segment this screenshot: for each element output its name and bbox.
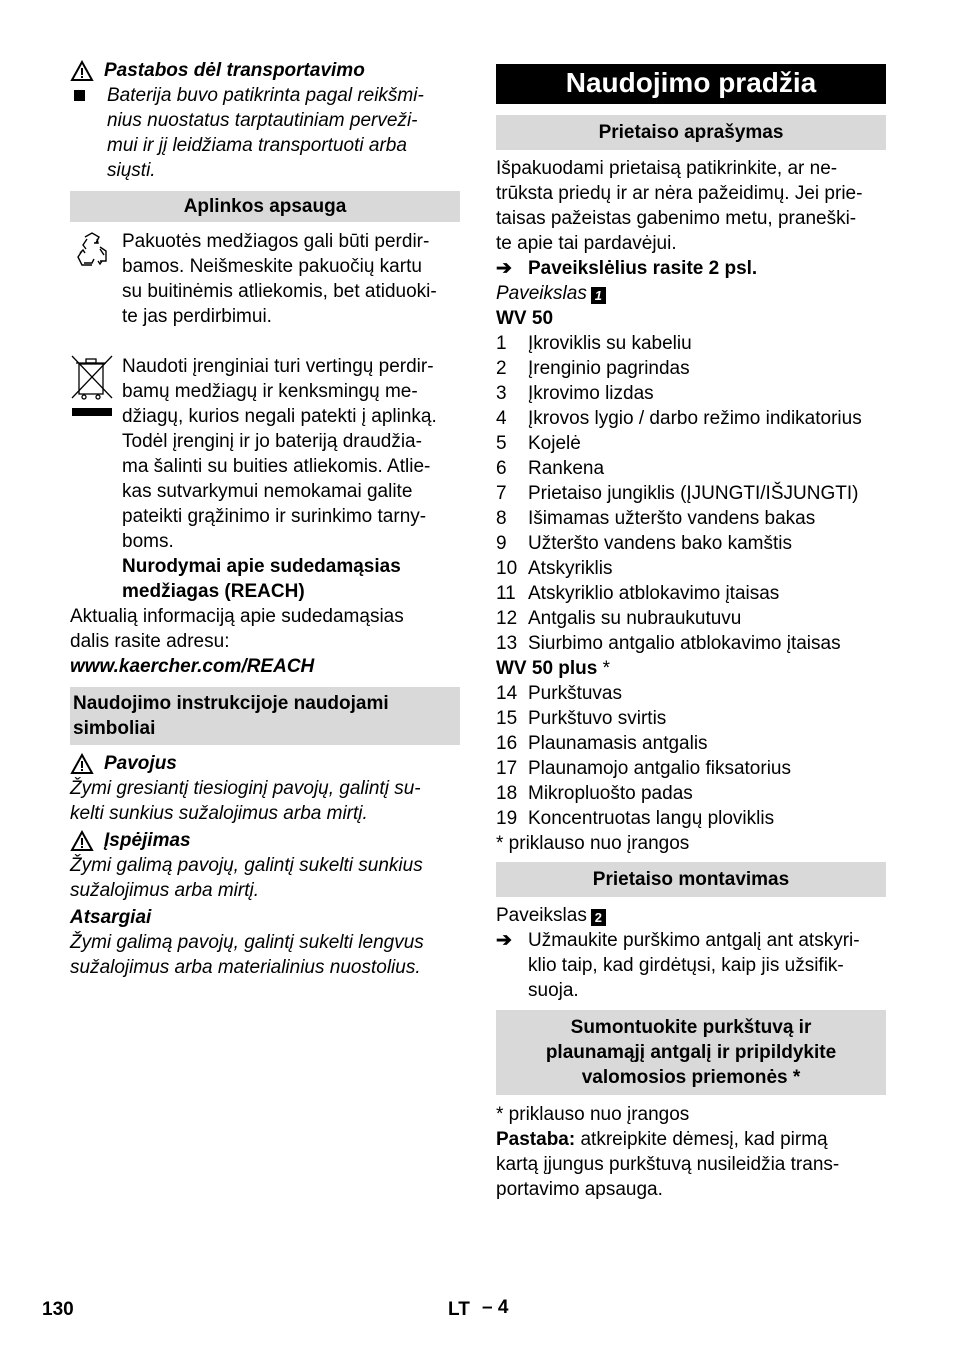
arrow-right-icon: ➔ [496, 930, 512, 951]
assembly-text [528, 928, 860, 1003]
description-text [496, 156, 886, 256]
list-item [496, 381, 886, 406]
text-line: džiagų, kurios negali patekti į aplinką. [122, 406, 437, 427]
model-star: * [597, 658, 611, 679]
language-code: LT [448, 1299, 470, 1320]
symbols-heading [70, 687, 460, 745]
item-number: 3 [496, 383, 507, 404]
item-text: Rankena [528, 458, 605, 479]
model-title: WV 50 plus [496, 658, 598, 679]
note-label: Pastaba: [496, 1129, 576, 1150]
list-item [496, 531, 886, 556]
transport-bullet [70, 83, 460, 183]
item-text: Prietaiso jungiklis (ĮJUNGTI/IŠJUNGTI) [528, 483, 859, 504]
item-text: Įkrovimo lizdas [528, 383, 654, 404]
item-text: Užteršto vandens bako kamštis [528, 533, 793, 554]
transport-note-title [70, 58, 460, 83]
description-heading: Prietaiso aprašymas [496, 115, 886, 150]
item-text: Išimamas užteršto vandens bakas [528, 508, 816, 529]
equipment-note: * priklauso nuo įrangos [496, 1104, 690, 1125]
item-number: 15 [496, 708, 518, 729]
item-number: 8 [496, 508, 507, 529]
warning-text: Žymi galimą pavojų, galintį sukelti sunkius [70, 855, 423, 876]
text-line: kas sutvarkymui nemokamai galite [122, 481, 413, 502]
text-line: pateikti grąžinimo ir surinkimo tarny- [122, 506, 427, 527]
note-text: atkreipkite dėmesį, kad pirmą [575, 1129, 828, 1150]
main-heading: Naudojimo pradžia [496, 64, 886, 104]
heading-line: simboliai [73, 718, 156, 739]
danger-text: kelti sunkius sužalojimus arba mirtį. [70, 803, 368, 824]
list-item [496, 356, 886, 381]
note-text: portavimo apsauga. [496, 1179, 663, 1200]
item-text: Įrenginio pagrindas [528, 358, 690, 379]
figure-label: Paveikslas [496, 905, 587, 926]
recycle-icon [70, 229, 122, 329]
parts-list-1 [496, 331, 886, 656]
caution-text: sužalojimus arba materialinius nuostolius. [70, 957, 421, 978]
list-item [496, 731, 886, 756]
item-number: 14 [496, 683, 518, 704]
item-number: 6 [496, 458, 507, 479]
item-text: Siurbimo antgalio atblokavimo įtaisas [528, 633, 841, 654]
note-text: kartą įjungus purkštuvą nusileidžia trans- [496, 1154, 840, 1175]
item-text: Plaunamasis antgalis [528, 733, 708, 754]
text-line: Išpakuodami prietaisą patikrinkite, ar ne- [496, 158, 838, 179]
figure-label: Paveikslas [496, 283, 587, 304]
list-item [496, 431, 886, 456]
text-line: Naudoti įrenginiai turi vertingų perdir- [122, 356, 434, 377]
item-number: 2 [496, 358, 507, 379]
reach-text: Aktualią informaciją apie sudedamąsias [70, 606, 404, 627]
danger-title: Pavojus [104, 753, 177, 774]
item-number: 11 [496, 583, 516, 604]
text-line: boms. [122, 531, 174, 552]
warning-text: sužalojimus arba mirtį. [70, 880, 259, 901]
equipment-note: * priklauso nuo įrangos [496, 833, 690, 854]
list-item [496, 756, 886, 781]
item-number: 9 [496, 533, 507, 554]
text-line: bamos. Neišmeskite pakuočių kartu [122, 256, 422, 277]
text-line: siųsti. [107, 160, 156, 181]
item-text: Koncentruotas langų ploviklis [528, 808, 775, 829]
section-number: – 4 [482, 1297, 509, 1318]
item-text: Plaunamojo antgalio fiksatorius [528, 758, 791, 779]
danger-title-row [70, 751, 460, 776]
weee-text [122, 354, 437, 604]
arrow-right-icon: ➔ [496, 258, 512, 279]
warning-triangle-icon [70, 60, 94, 82]
heading-line: plaunamąjį antgalį ir pripildykite [545, 1042, 837, 1063]
item-number: 1 [496, 333, 507, 354]
model-2-row [496, 656, 886, 681]
item-number: 18 [496, 783, 518, 804]
item-number: 7 [496, 483, 507, 504]
warning-triangle-icon [70, 830, 94, 852]
square-bullet-icon [74, 90, 85, 101]
figure-number-badge: 2 [591, 909, 606, 926]
reach-url-link[interactable]: www.kaercher.com/REACH [70, 656, 315, 677]
weee-block [70, 354, 460, 604]
item-number: 16 [496, 733, 518, 754]
item-number: 10 [496, 558, 518, 579]
list-item [496, 681, 886, 706]
text-line: taisas pažeistas gabenimo metu, praneški- [496, 208, 857, 229]
list-item [496, 456, 886, 481]
heading-line: valomosios priemonės * [581, 1067, 801, 1088]
list-item [496, 556, 886, 581]
figures-note: Paveikslėlius rasite 2 psl. [528, 258, 758, 279]
list-item [496, 781, 886, 806]
figure-number-badge: 1 [591, 287, 606, 304]
list-item [496, 481, 886, 506]
right-column [496, 58, 886, 1202]
left-column [70, 58, 460, 980]
reach-text: dalis rasite adresu: [70, 631, 230, 652]
item-text: Kojelė [528, 433, 581, 454]
mount-heading [496, 1010, 886, 1095]
text-line: bamų medžiagų ir kenksmingų me- [122, 381, 418, 402]
text-line: klio taip, kad girdėtųsi, kaip jis užsifik- [528, 955, 844, 976]
item-text: Atskyriklis [528, 558, 613, 579]
text-line: Užmaukite purškimo antgalį ant atskyri- [528, 930, 860, 951]
item-number: 4 [496, 408, 507, 429]
figure-ref-2 [496, 903, 886, 928]
warning-title: Įspėjimas [104, 830, 191, 851]
item-number: 13 [496, 633, 518, 654]
text-line: mui ir jį leidžiama transportuoti arba [107, 135, 407, 156]
text-line: suoja. [528, 980, 579, 1001]
figure-ref-1 [496, 281, 886, 306]
caution-title: Atsargiai [70, 907, 152, 928]
page-number: 130 [42, 1299, 74, 1320]
heading-line: Sumontuokite purkštuvą ir [570, 1017, 812, 1038]
text-line: nius nuostatus tarptautiniam perveži- [107, 110, 418, 131]
item-text: Purkštuvo svirtis [528, 708, 667, 729]
caution-text: Žymi galimą pavojų, galintį sukelti lengvus [70, 932, 424, 953]
warning-title-row [70, 828, 460, 853]
list-item [496, 506, 886, 531]
item-text: Įkrovos lygio / darbo režimo indikatorius [528, 408, 862, 429]
text-line: te jas perdirbimui. [122, 306, 272, 327]
packaging-text [122, 229, 437, 329]
list-item [496, 331, 886, 356]
item-text: Atskyriklio atblokavimo įtaisas [528, 583, 780, 604]
item-number: 5 [496, 433, 507, 454]
heading-line: Naudojimo instrukcijoje naudojami [73, 693, 389, 714]
figures-note-row [496, 256, 886, 281]
item-text: Mikropluošto padas [528, 783, 693, 804]
crossed-bin-icon [70, 354, 122, 604]
parts-list-2 [496, 681, 886, 831]
text-line: ma šalinti su buities atliekomis. Atlie- [122, 456, 431, 477]
list-item [496, 406, 886, 431]
list-item [496, 806, 886, 831]
text-line: su buitinėmis atliekomis, bet atiduoki- [122, 281, 437, 302]
note-line [496, 1127, 886, 1152]
list-item [496, 631, 886, 656]
environment-heading: Aplinkos apsauga [70, 191, 460, 222]
warning-triangle-icon [70, 753, 94, 775]
list-item [496, 581, 886, 606]
list-item [496, 606, 886, 631]
reach-title: Nurodymai apie sudedamąsias [122, 556, 401, 577]
item-number: 12 [496, 608, 518, 629]
transport-title: Pastabos dėl transportavimo [104, 60, 365, 81]
text-line: Todėl įrenginį ir jo bateriją draudžia- [122, 431, 422, 452]
list-item [496, 706, 886, 731]
text-line: trūksta priedų ir ar nėra pažeidimų. Jei prie- [496, 183, 863, 204]
item-number: 17 [496, 758, 518, 779]
model-title: WV 50 [496, 308, 554, 329]
item-text: Antgalis su nubraukutuvu [528, 608, 742, 629]
item-text: Įkroviklis su kabeliu [528, 333, 692, 354]
assembly-heading: Prietaiso montavimas [496, 862, 886, 897]
text-line: Pakuotės medžiagos gali būti perdir- [122, 231, 430, 252]
text-line: te apie tai pardavėjui. [496, 233, 677, 254]
transport-text [107, 83, 424, 183]
item-number: 19 [496, 808, 518, 829]
text-line: Baterija buvo patikrinta pagal reikšmi- [107, 85, 424, 106]
danger-text: Žymi gresiantį tiesioginį pavojų, galintį su- [70, 778, 421, 799]
item-text: Purkštuvas [528, 683, 622, 704]
reach-title: medžiagas (REACH) [122, 581, 305, 602]
assembly-step [496, 928, 886, 1003]
packaging-block [70, 229, 460, 329]
